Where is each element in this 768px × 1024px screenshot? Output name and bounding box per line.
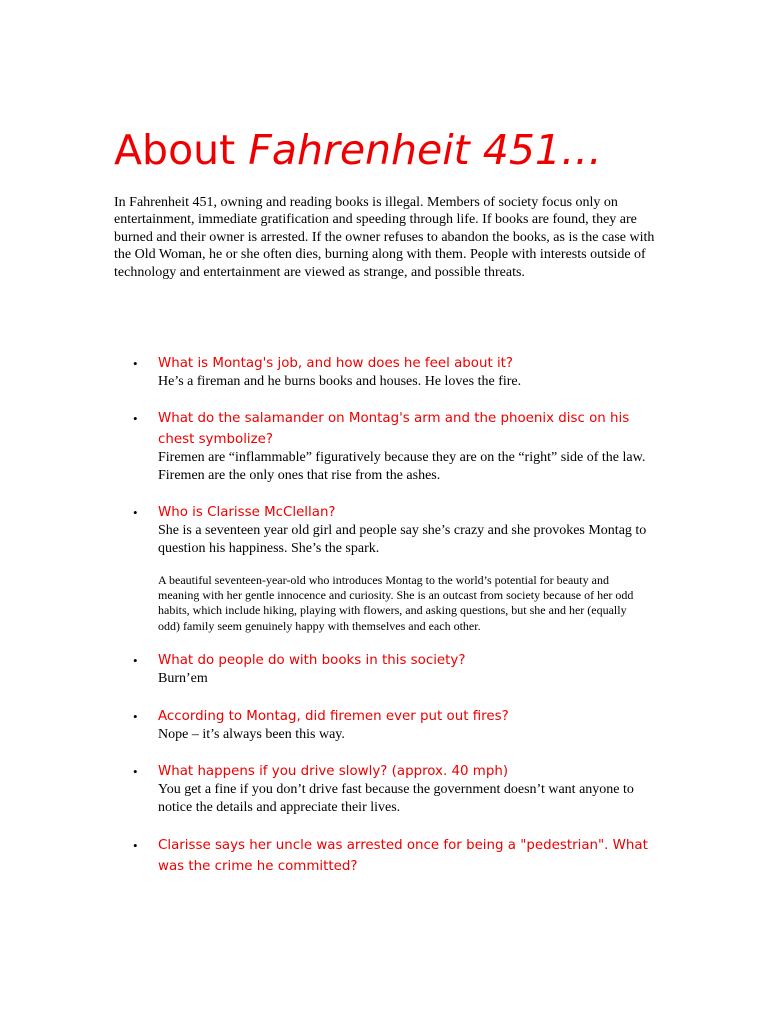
question-text: What happens if you drive slowly? (approx. 40 mph) xyxy=(158,764,509,779)
bullet-icon: • xyxy=(133,411,138,426)
answer-text: You get a fine if you don’t drive fast because the government doesn’t want anyone to notice the details and appreciate their lives. xyxy=(158,782,634,815)
question-text: According to Montag, did firemen ever put out fires? xyxy=(158,709,509,724)
answer-text: He’s a fireman and he burns books and houses. He loves the fire. xyxy=(158,374,522,389)
bullet-icon: • xyxy=(133,709,138,724)
bullet-icon: • xyxy=(133,838,138,853)
question-text: Clarisse says her uncle was arrested once for being a "pedestrian". What was the crime he committed? xyxy=(158,838,648,874)
question-text: What is Montag's job, and how does he feel about it? xyxy=(158,356,514,371)
answer-text: She is a seventeen year old girl and people say she’s crazy and she provokes Montag to question his happiness. She’s the spark. xyxy=(158,523,647,556)
title-prefix: About xyxy=(114,126,249,174)
question-text: What do the salamander on Montag's arm and the phoenix disc on his chest symbolize? xyxy=(158,411,630,447)
title-book-name: Fahrenheit 451… xyxy=(248,126,602,174)
answer-text: Burn’em xyxy=(158,671,208,686)
bullet-icon: • xyxy=(133,653,138,668)
bullet-icon: • xyxy=(133,505,138,520)
answer-text: Firemen are “inflammable” figuratively because they are on the “right” side of the law. Firemen are the only ones that rise from the ashes. xyxy=(158,450,646,483)
bullet-icon: • xyxy=(133,764,138,779)
bullet-icon: • xyxy=(133,356,138,371)
answer-text: Nope – it’s always been this way. xyxy=(158,727,345,742)
question-text: What do people do with books in this society? xyxy=(158,653,466,668)
clarisse-description: A beautiful seventeen-year-old who introduces Montag to the world’s potential for beauty and meaning with her gentle innocence and curiosity. She is an outcast from society because of her odd habits, which include hiking, playing with flowers, and asking questions, but she and her (equally odd) family seem genuinely happy with themselves and each other. xyxy=(158,573,634,633)
question-text: Who is Clarisse McClellan? xyxy=(158,505,336,520)
intro-paragraph: In Fahrenheit 451, owning and reading books is illegal. Members of society focus only on entertainment, immediate gratification and speeding through life. If books are found, they are burned and their owner is arrested. If the owner refuses to abandon the books, as is the case with the Old Woman, he or she often dies, burning along with them. People with interests outside of technology and entertainment are viewed as strange, and possible threats. xyxy=(114,195,655,280)
